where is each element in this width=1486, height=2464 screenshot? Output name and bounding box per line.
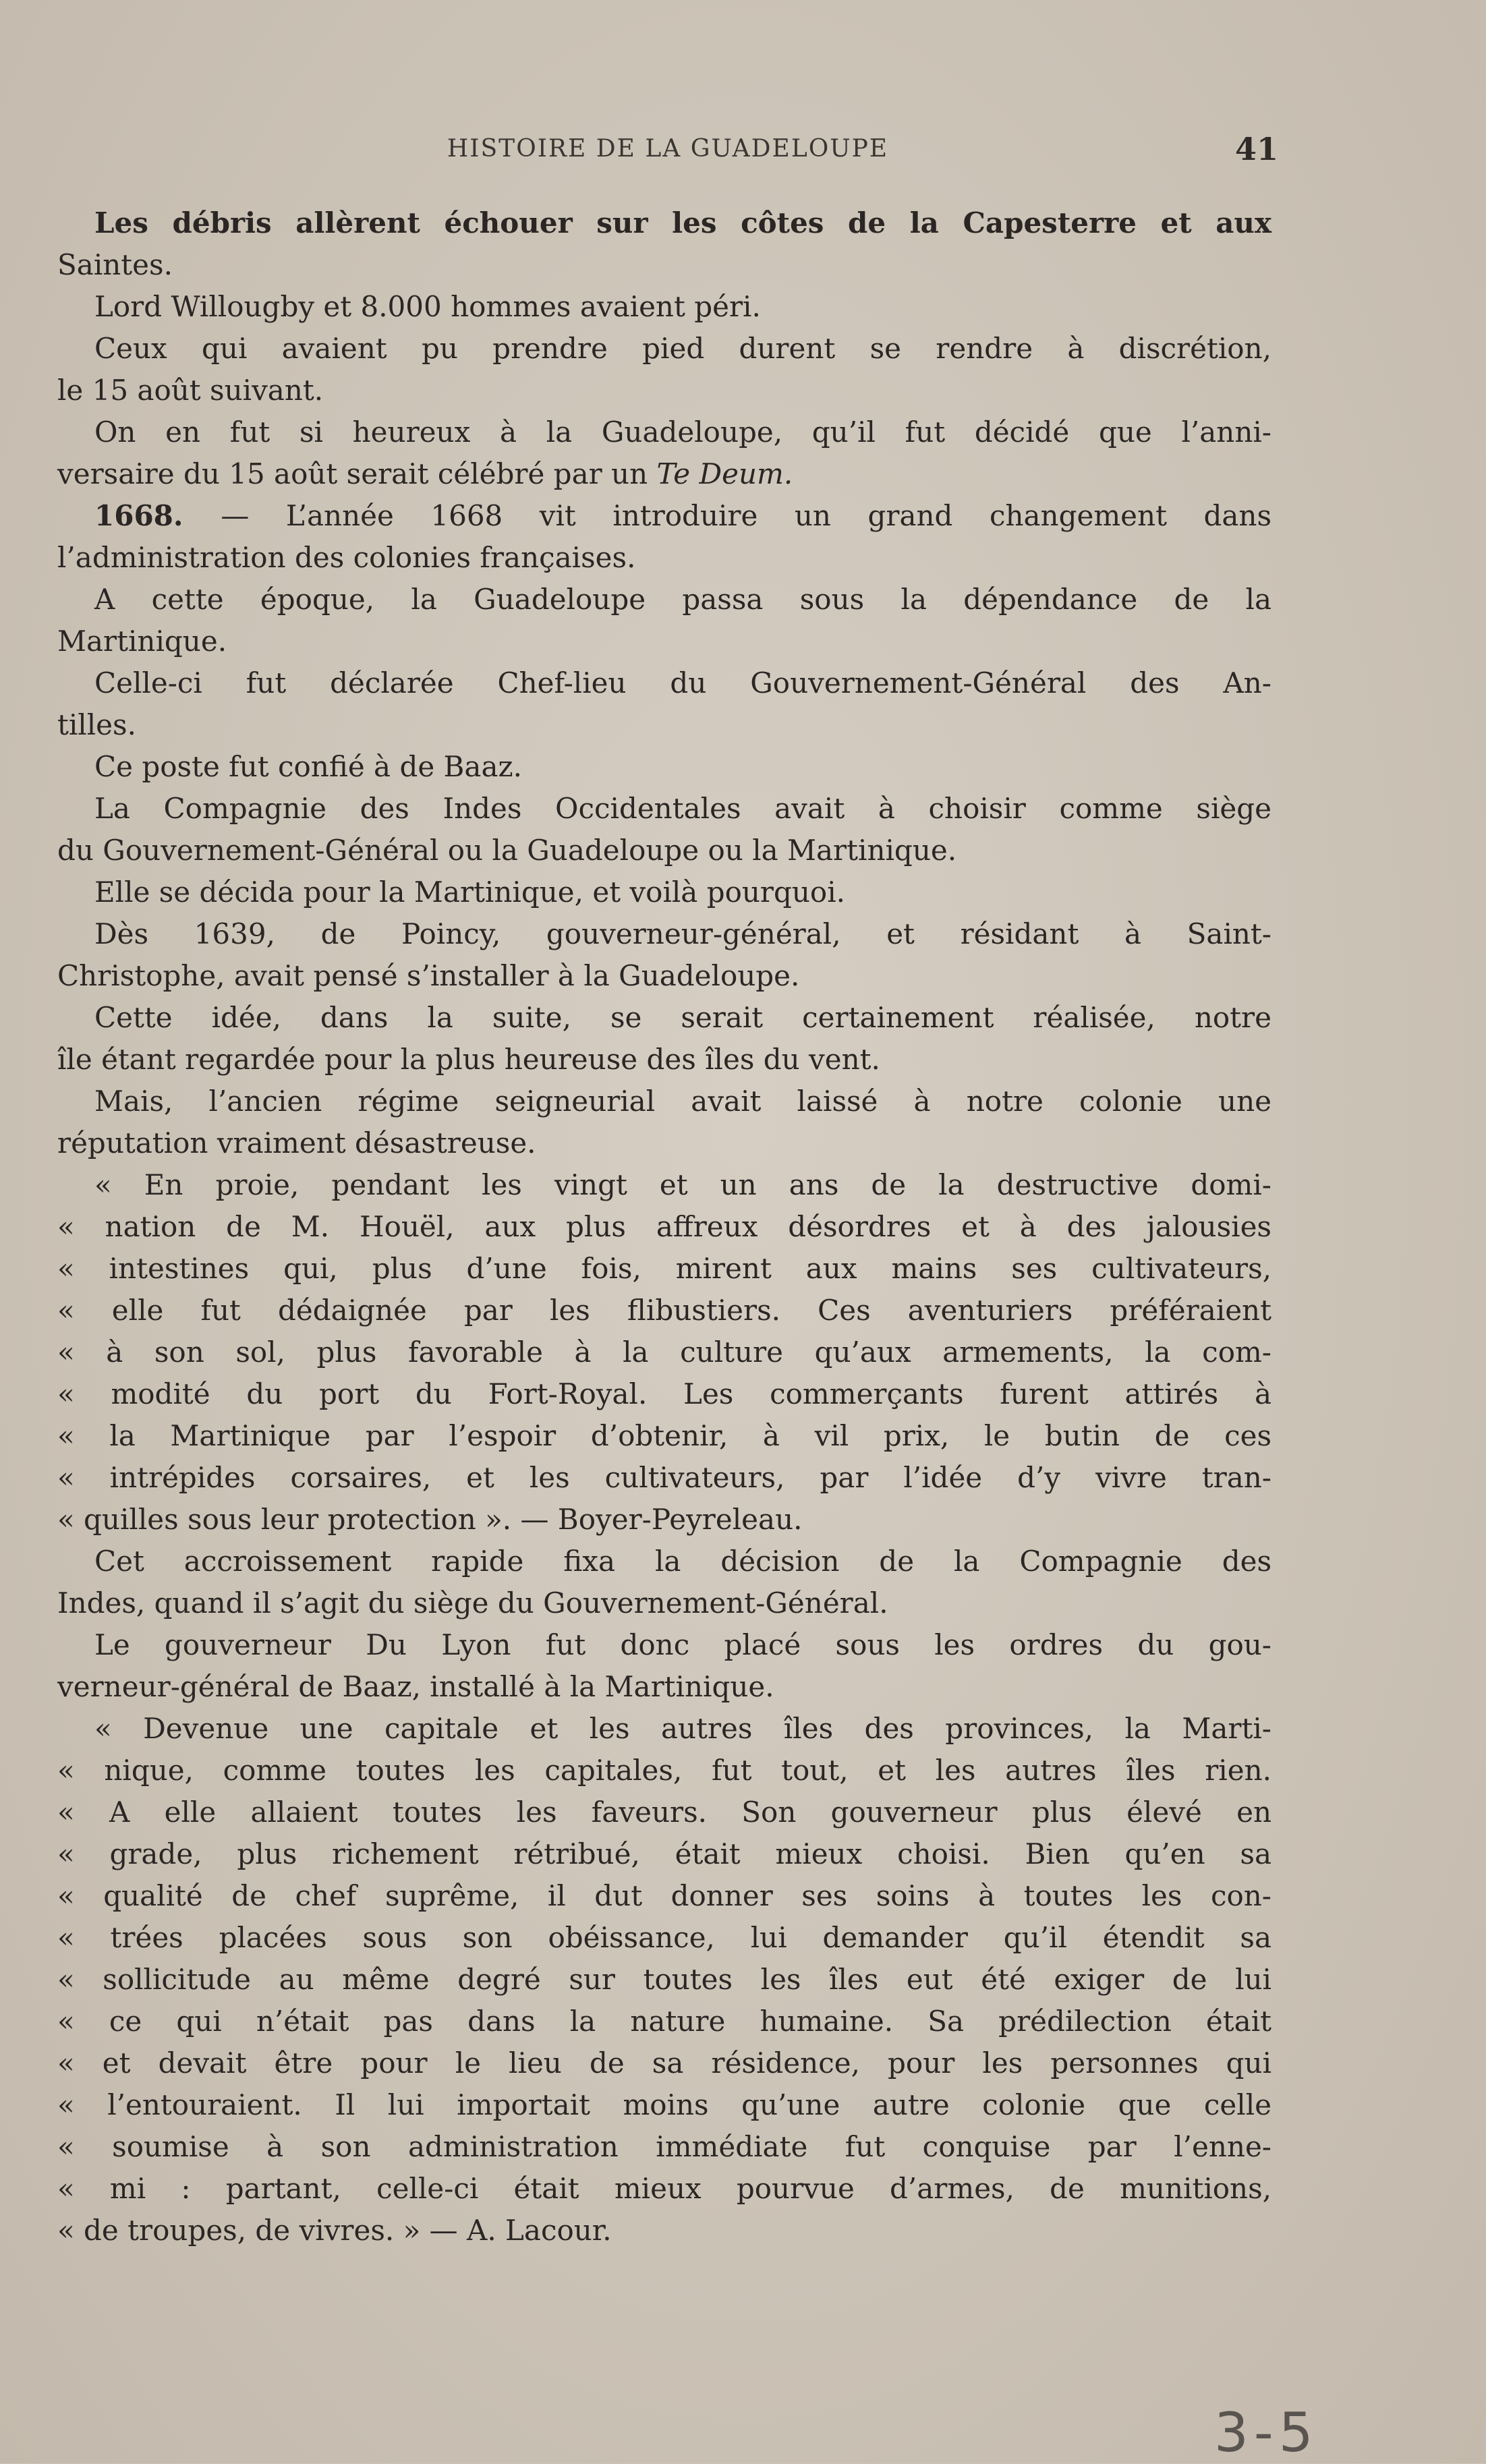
text-line xyxy=(57,411,1271,453)
text-line xyxy=(57,1875,1271,1917)
text-line xyxy=(57,1750,1271,1792)
text-line xyxy=(57,1415,1271,1457)
text-line xyxy=(57,871,1271,913)
line-text: Dès 1639, de Poincy, gouverneur-général, et résidant à Saint- xyxy=(94,917,1271,950)
text-line xyxy=(57,495,1271,537)
text-line xyxy=(57,2001,1271,2042)
line-text: Ce poste fut confié à de Baaz. xyxy=(94,750,522,783)
line-text: « soumise à son administration immédiate fut conquise par l’enne- xyxy=(57,2130,1271,2163)
text-line xyxy=(57,788,1271,830)
line-text: « nique, comme toutes les capitales, fut tout, et les autres îles rien. xyxy=(57,1754,1271,1787)
line-text: « modité du port du Fort-Royal. Les commerçants furent attirés à xyxy=(57,1377,1271,1410)
line-text: tilles. xyxy=(57,708,136,741)
line-text: « grade, plus richement rétribué, était mieux choisi. Bien qu’en sa xyxy=(57,1837,1271,1870)
line-text: « la Martinique par l’espoir d’obtenir, à vil prix, le butin de ces xyxy=(57,1419,1271,1452)
text-line xyxy=(57,621,1271,662)
text-line xyxy=(57,202,1271,244)
line-text: « ce qui n’était pas dans la nature humaine. Sa prédilection était xyxy=(57,2005,1271,2038)
line-text: Cette idée, dans la suite, se serait certainement réalisée, notre xyxy=(94,1001,1271,1034)
text-line xyxy=(57,328,1271,370)
line-text: l’administration des colonies françaises. xyxy=(57,541,636,574)
line-text: Les débris allèrent échouer sur les côtes de la Capesterre et aux xyxy=(94,206,1271,239)
line-text: du Gouvernement-Général ou la Guadeloupe ou la Martinique. xyxy=(57,834,957,867)
text-line xyxy=(57,2126,1271,2168)
text-line xyxy=(57,579,1271,621)
text-line xyxy=(57,997,1271,1039)
text-line xyxy=(57,955,1271,997)
page-number: 41 xyxy=(1234,131,1278,167)
line-text: Elle se décida pour la Martinique, et voilà pourquoi. xyxy=(94,876,845,909)
line-text: « quilles sous leur protection ». — Boyer-Peyreleau. xyxy=(57,1503,803,1536)
line-text: « trées placées sous son obéissance, lui demander qu’il étendit sa xyxy=(57,1921,1271,1954)
text-line xyxy=(57,1833,1271,1875)
text-line xyxy=(57,1290,1271,1331)
line-text: « Devenue une capitale et les autres îles des provinces, la Marti- xyxy=(94,1712,1271,1745)
text-line xyxy=(57,1499,1271,1541)
text-line xyxy=(57,1541,1271,1582)
line-text: « de troupes, de vivres. » — A. Lacour. xyxy=(57,2214,612,2247)
line-text: Ceux qui avaient pu prendre pied durent se rendre à discrétion, xyxy=(94,332,1271,365)
text-line xyxy=(57,830,1271,871)
italic-text: Te Deum. xyxy=(648,457,793,490)
line-text: île étant regardée pour la plus heureuse des îles du vent. xyxy=(57,1043,880,1076)
text-line xyxy=(57,1792,1271,1833)
text-line xyxy=(57,1039,1271,1081)
text-line xyxy=(57,1708,1271,1750)
body-text xyxy=(57,202,1271,2252)
text-line xyxy=(57,1959,1271,2001)
text-line xyxy=(57,537,1271,579)
line-text: La Compagnie des Indes Occidentales avait à choisir comme siège xyxy=(94,792,1271,825)
line-text: « mi : partant, celle-ci était mieux pourvue d’armes, de munitions, xyxy=(57,2172,1271,2205)
text-line xyxy=(57,704,1271,746)
text-line xyxy=(57,370,1271,411)
text-line xyxy=(57,453,1271,495)
text-line xyxy=(57,244,1271,286)
line-text: « intestines qui, plus d’une fois, mirent aux mains ses cultivateurs, xyxy=(57,1252,1271,1285)
text-line xyxy=(57,1248,1271,1290)
line-text: versaire du 15 août serait célébré par un xyxy=(57,457,648,490)
text-line xyxy=(57,1206,1271,1248)
year-heading: 1668. xyxy=(94,499,221,532)
text-line xyxy=(57,1164,1271,1206)
text-line xyxy=(57,2084,1271,2126)
text-line xyxy=(57,286,1271,328)
line-text: Celle-ci fut déclarée Chef-lieu du Gouvernement-Général des An- xyxy=(94,666,1271,699)
running-title: HISTOIRE DE LA GUADELOUPE xyxy=(447,135,889,163)
line-text: On en fut si heureux à la Guadeloupe, qu’il fut décidé que l’anni- xyxy=(94,416,1271,449)
page-header xyxy=(57,131,1278,182)
line-text: Martinique. xyxy=(57,625,227,658)
line-text: « A elle allaient toutes les faveurs. Son gouverneur plus élevé en xyxy=(57,1796,1271,1829)
text-line xyxy=(57,1081,1271,1122)
handwritten-margin-note: 3-5 xyxy=(1214,2401,1319,2464)
line-text: réputation vraiment désastreuse. xyxy=(57,1126,536,1159)
text-line xyxy=(57,913,1271,955)
line-text: Christophe, avait pensé s’installer à la Guadeloupe. xyxy=(57,959,800,992)
text-line xyxy=(57,1331,1271,1373)
line-text: le 15 août suivant. xyxy=(57,374,324,407)
text-line xyxy=(57,2042,1271,2084)
line-text: « sollicitude au même degré sur toutes les îles eut été exiger de lui xyxy=(57,1963,1271,1996)
line-text: « En proie, pendant les vingt et un ans de la destructive domi- xyxy=(94,1168,1271,1201)
text-line xyxy=(57,2168,1271,2210)
line-text: verneur-général de Baaz, installé à la Martinique. xyxy=(57,1670,774,1703)
line-text: « nation de M. Houël, aux plus affreux désordres et à des jalousies xyxy=(57,1210,1271,1243)
line-text: Cet accroissement rapide fixa la décision de la Compagnie des xyxy=(94,1545,1271,1578)
line-text: A cette époque, la Guadeloupe passa sous la dépendance de la xyxy=(94,583,1271,616)
text-line xyxy=(57,1457,1271,1499)
line-text: « et devait être pour le lieu de sa résidence, pour les personnes qui xyxy=(57,2046,1271,2080)
text-line xyxy=(57,746,1271,788)
line-text: Lord Willougby et 8.000 hommes avaient péri. xyxy=(94,290,761,323)
text-line xyxy=(57,2210,1271,2252)
text-line xyxy=(57,662,1271,704)
line-text: Mais, l’ancien régime seigneurial avait laissé à notre colonie une xyxy=(94,1085,1271,1118)
line-text: « intrépides corsaires, et les cultivateurs, par l’idée d’y vivre tran- xyxy=(57,1461,1271,1494)
line-text: « elle fut dédaignée par les flibustiers. Ces aventuriers préféraient xyxy=(57,1294,1271,1327)
text-line xyxy=(57,1373,1271,1415)
text-line xyxy=(57,1624,1271,1666)
text-line xyxy=(57,1666,1271,1708)
line-text: « qualité de chef suprême, il dut donner ses soins à toutes les con- xyxy=(57,1879,1271,1912)
text-line xyxy=(57,1122,1271,1164)
text-line xyxy=(57,1917,1271,1959)
text-line xyxy=(57,1582,1271,1624)
line-text: — L’année 1668 vit introduire un grand changement dans xyxy=(221,499,1272,532)
line-text: Saintes. xyxy=(57,248,173,281)
line-text: « l’entouraient. Il lui importait moins qu’une autre colonie que celle xyxy=(57,2088,1271,2121)
line-text: Indes, quand il s’agit du siège du Gouvernement-Général. xyxy=(57,1586,888,1620)
line-text: « à son sol, plus favorable à la culture qu’aux armements, la com- xyxy=(57,1336,1271,1369)
line-text: Le gouverneur Du Lyon fut donc placé sous les ordres du gou- xyxy=(94,1628,1271,1661)
